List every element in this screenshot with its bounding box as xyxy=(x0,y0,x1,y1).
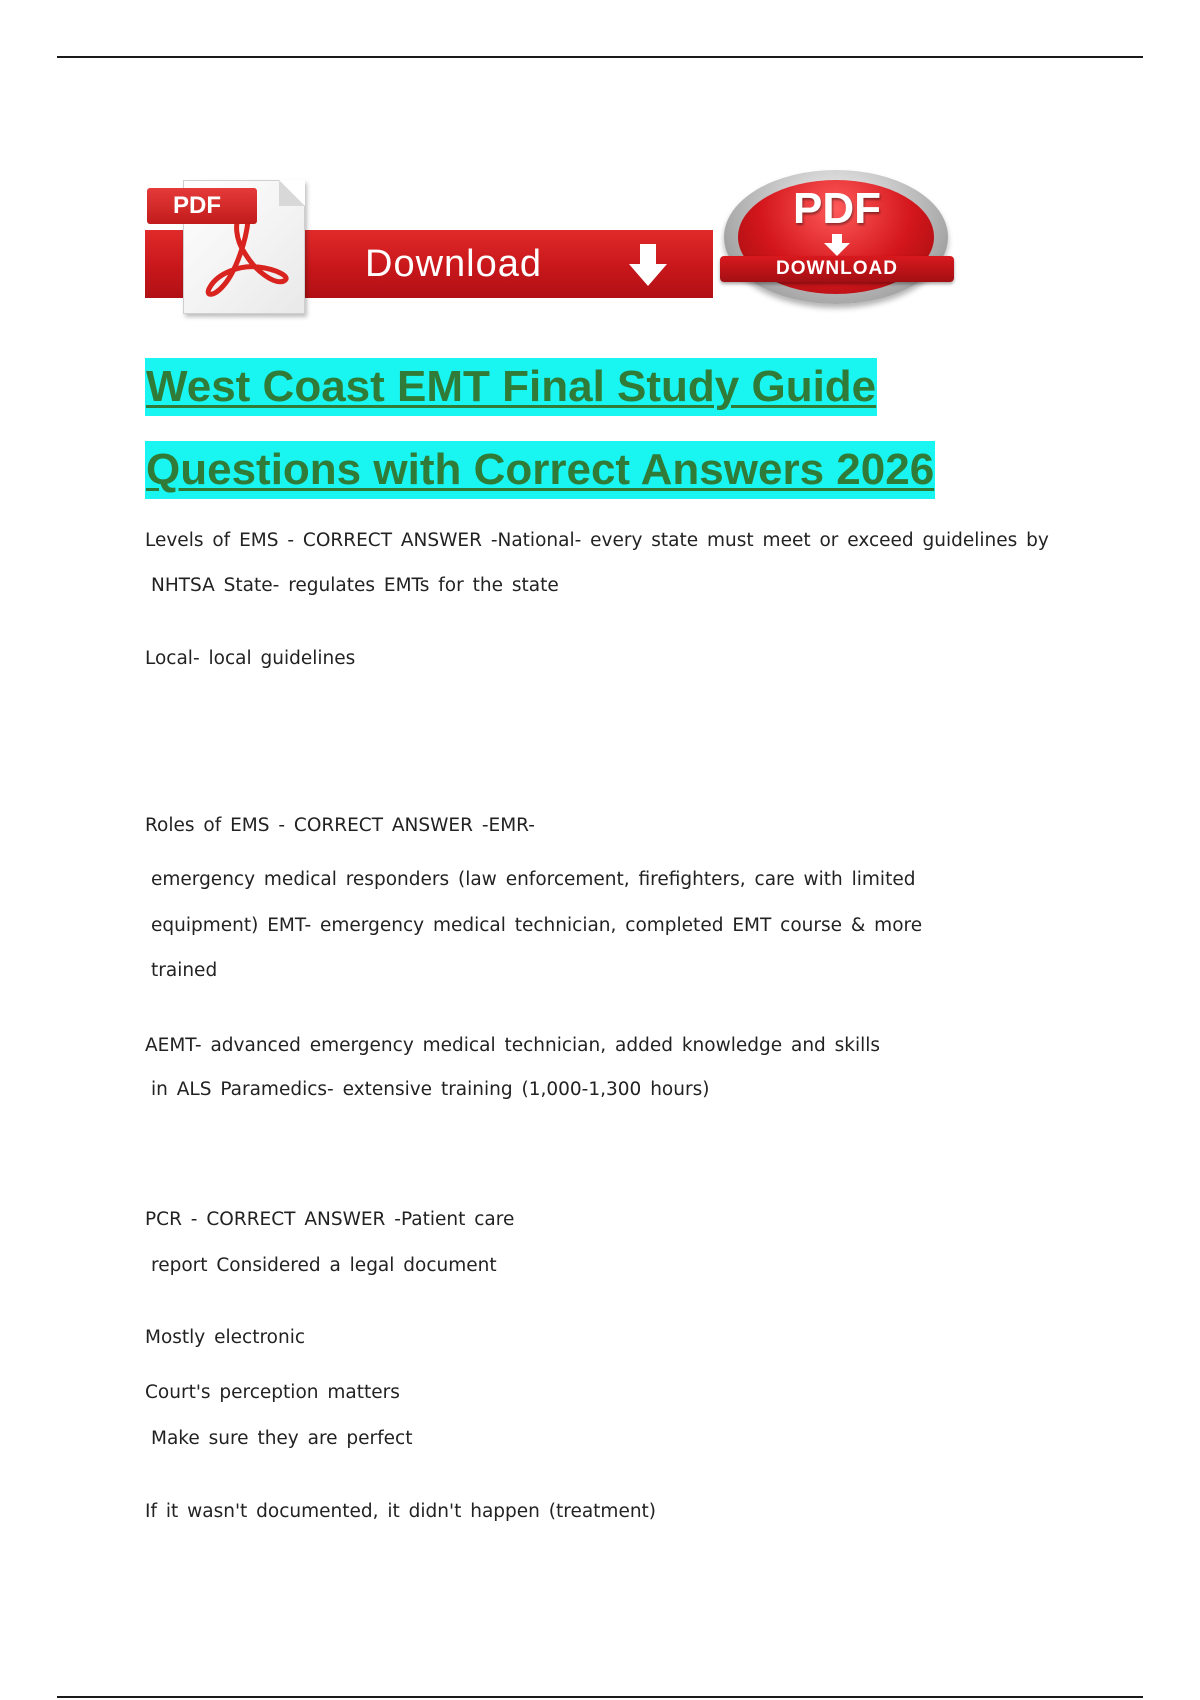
qa-pcr-line-2: report Considered a legal document xyxy=(151,1255,497,1276)
qa-roles-line-3: equipment) EMT- emergency medical technician, completed EMT course & more xyxy=(151,915,923,936)
qa-aemt-line-1: AEMT- advanced emergency medical technician, added knowledge and skills xyxy=(145,1035,881,1056)
qa-levels-line-2: NHTSA State- regulates EMTs for the state xyxy=(151,575,559,596)
document-title-line-2: Questions with Correct Answers 2026 xyxy=(145,441,935,499)
round-download-label: DOWNLOAD xyxy=(776,258,898,279)
bottom-rule xyxy=(57,1696,1143,1698)
qa-roles-line-4: trained xyxy=(151,960,218,981)
round-pdf-label: PDF xyxy=(793,184,881,233)
qa-aemt-line-2: in ALS Paramedics- extensive training (1,000-1,300 hours) xyxy=(151,1079,710,1100)
qa-levels-line-1: Levels of EMS - CORRECT ANSWER -National- every state must meet or exceed guidelines by xyxy=(145,530,1049,551)
round-download-arrow-icon xyxy=(823,234,851,256)
download-arrow-icon xyxy=(625,242,671,288)
download-label: Download xyxy=(365,243,542,285)
top-rule xyxy=(57,56,1143,58)
qa-pcr-line-1: PCR - CORRECT ANSWER -Patient care xyxy=(145,1209,515,1230)
pdf-download-button[interactable] xyxy=(722,170,952,308)
qa-roles-line-2: emergency medical responders (law enforcement, firefighters, care with limited xyxy=(151,869,916,890)
download-banner[interactable] xyxy=(145,180,713,312)
qa-local-line: Local- local guidelines xyxy=(145,648,356,669)
pdf-tag: PDF xyxy=(147,188,257,224)
qa-court-perception: Court's perception matters xyxy=(145,1382,400,1403)
qa-roles-line-1: Roles of EMS - CORRECT ANSWER -EMR- xyxy=(145,815,535,836)
qa-if-not-documented: If it wasn't documented, it didn't happen (treatment) xyxy=(145,1501,657,1522)
qa-make-sure: Make sure they are perfect xyxy=(151,1428,413,1449)
document-title-line-1: West Coast EMT Final Study Guide xyxy=(145,358,877,416)
qa-mostly-electronic: Mostly electronic xyxy=(145,1327,306,1348)
